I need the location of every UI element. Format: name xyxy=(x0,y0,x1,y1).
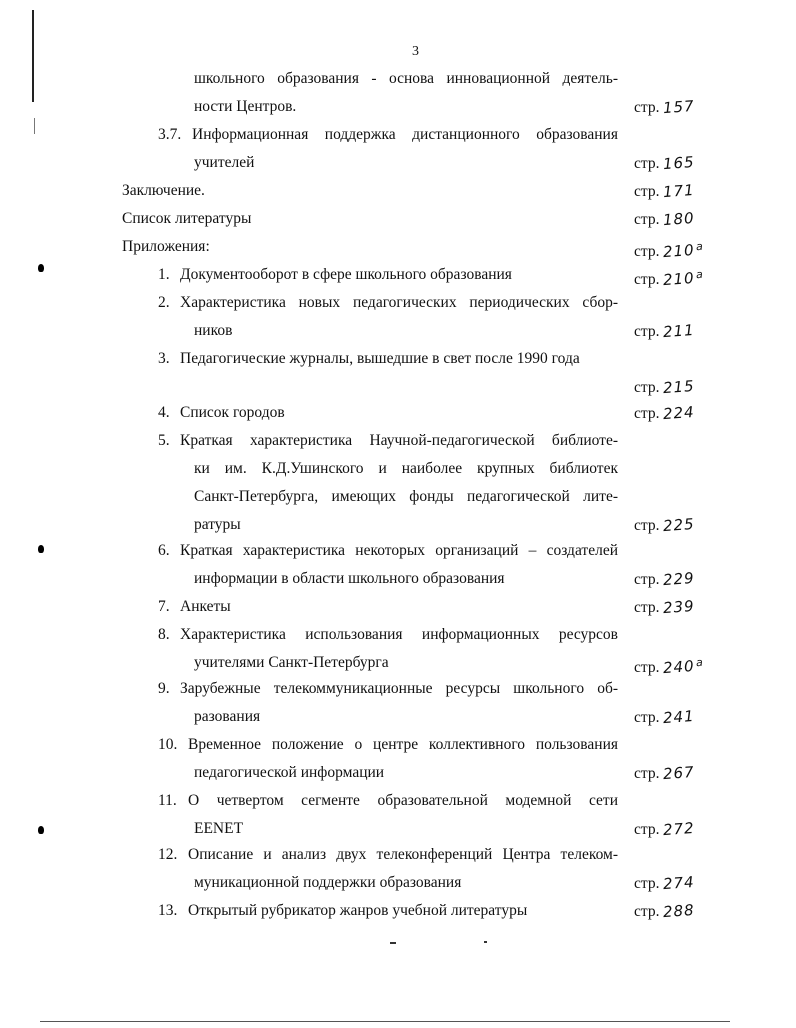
toc-entry-text: муникационной поддержки образования xyxy=(194,874,462,891)
handwritten-page-number: 240 xyxy=(662,657,696,678)
toc-entry-number: 5. xyxy=(158,432,170,449)
page-ref-label: стр. xyxy=(634,709,660,726)
page-ref-label: стр. xyxy=(634,571,660,588)
scan-speck xyxy=(390,942,396,944)
page-ref-label: стр. xyxy=(634,323,660,340)
page-ref xyxy=(634,764,695,783)
toc-entry-number: 8. xyxy=(158,626,170,643)
toc-entry-number: 4. xyxy=(158,404,170,421)
page-ref xyxy=(634,570,695,589)
toc-entry-text: EENET xyxy=(194,820,244,837)
toc-entry-text: информации в области школьного образования xyxy=(194,570,505,587)
page-ref-label: стр. xyxy=(634,765,660,782)
handwritten-page-number: 210 xyxy=(662,269,696,290)
handwritten-superscript: а xyxy=(695,267,705,282)
page-ref-label: стр. xyxy=(634,903,660,920)
toc-entry-text: Санкт-Петербурга, имеющих фонды педагогической лите- xyxy=(194,488,618,505)
toc-entry-text: Список литературы xyxy=(122,210,252,227)
page-ref-label: стр. xyxy=(634,183,660,200)
page-ref xyxy=(634,598,695,617)
handwritten-page-number: 165 xyxy=(662,152,696,174)
punch-hole-mark xyxy=(38,826,44,834)
page-ref xyxy=(634,902,695,921)
scan-margin-line xyxy=(32,10,34,102)
toc-entry-text: Открытый рубрикатор жанров учебной литературы xyxy=(188,902,528,919)
page-ref xyxy=(634,322,695,341)
toc-entry-text: педагогической информации xyxy=(194,764,385,781)
scan-bottom-edge xyxy=(40,1021,730,1022)
toc-entry-number: 12. xyxy=(158,846,178,863)
page-ref-label: стр. xyxy=(634,821,660,838)
toc-entry-text: Список городов xyxy=(180,404,285,421)
page-ref-label: стр. xyxy=(634,599,660,616)
page-ref xyxy=(634,874,695,893)
handwritten-page-number: 215 xyxy=(662,376,696,398)
toc-entry-text: ников xyxy=(194,322,233,339)
page-ref-label: стр. xyxy=(634,243,660,261)
page-ref xyxy=(634,98,695,117)
toc-entry-number: 3. xyxy=(158,350,170,367)
toc-entry-text: Зарубежные телекоммуникационные ресурсы школьного об- xyxy=(180,680,618,697)
toc-entry-text: ки им. К.Д.Ушинского и наиболее крупных библиотек xyxy=(194,460,618,477)
handwritten-page-number: 274 xyxy=(662,872,696,894)
page-ref xyxy=(634,182,695,201)
page-ref xyxy=(634,266,704,289)
page-ref xyxy=(634,708,695,727)
toc-entry-text: школьного образования - основа инновационной деятель- xyxy=(194,70,618,87)
punch-hole-mark xyxy=(38,545,44,553)
toc-entry-number: 11. xyxy=(158,792,177,809)
page-ref xyxy=(634,820,695,839)
handwritten-page-number: 272 xyxy=(662,818,696,840)
handwritten-page-number: 225 xyxy=(662,514,696,536)
toc-entry-text: учителями Санкт-Петербурга xyxy=(194,654,389,671)
page-ref xyxy=(634,404,695,423)
toc-entry-text: Характеристика использования информационных ресурсов xyxy=(180,626,618,643)
page-ref-label: стр. xyxy=(634,211,660,228)
toc-entry-text: Педагогические журналы, вышедшие в свет после 1990 года xyxy=(180,350,580,367)
page-ref-label: стр. xyxy=(634,155,660,172)
toc-entry-text: Описание и анализ двух телеконференций Центра телеком- xyxy=(188,846,618,863)
page-ref xyxy=(634,238,704,261)
toc-entry-text: разования xyxy=(194,708,261,725)
handwritten-page-number: 157 xyxy=(662,96,696,118)
toc-entry-text: Краткая характеристика некоторых организаций – создателей xyxy=(180,542,618,559)
handwritten-page-number: 180 xyxy=(662,208,696,230)
page-ref-label: стр. xyxy=(634,659,660,677)
page-ref xyxy=(634,654,704,677)
handwritten-superscript: а xyxy=(695,239,705,254)
toc-entry-number: 10. xyxy=(158,736,178,753)
toc-entry-text: учителей xyxy=(194,154,255,171)
handwritten-page-number: 239 xyxy=(662,596,696,618)
toc-entry-number: 13. xyxy=(158,902,178,919)
toc-entry-text: Характеристика новых педагогических периодических сбор- xyxy=(180,294,618,311)
page-ref xyxy=(634,154,695,173)
handwritten-page-number: 171 xyxy=(662,180,696,202)
handwritten-page-number: 224 xyxy=(662,402,696,424)
handwritten-page-number: 288 xyxy=(662,900,696,922)
page-ref-label: стр. xyxy=(634,271,660,289)
toc-entry-text: О четвертом сегменте образовательной модемной сети xyxy=(188,792,618,809)
page-ref-label: стр. xyxy=(634,517,660,534)
scan-margin-mark xyxy=(34,118,35,134)
page-ref-label: стр. xyxy=(634,99,660,116)
handwritten-page-number: 229 xyxy=(662,568,696,590)
page-ref xyxy=(634,210,695,229)
toc-entry-number: 7. xyxy=(158,598,170,615)
toc-entry-number: 3.7. xyxy=(158,126,182,143)
handwritten-superscript: а xyxy=(695,655,705,670)
page-number: 3 xyxy=(412,44,419,59)
toc-entry-text: Заключение. xyxy=(122,182,205,199)
punch-hole-mark xyxy=(38,264,44,272)
handwritten-page-number: 241 xyxy=(662,706,696,728)
toc-entry-number: 9. xyxy=(158,680,170,697)
scan-speck xyxy=(484,941,487,943)
page-ref-label: стр. xyxy=(634,379,660,396)
toc-entry-text: ратуры xyxy=(194,516,241,533)
handwritten-page-number: 210 xyxy=(662,241,696,262)
toc-entry-text: Документооборот в сфере школьного образования xyxy=(180,266,512,283)
page-ref-label: стр. xyxy=(634,405,660,422)
handwritten-page-number: 211 xyxy=(662,320,696,342)
toc-entry-text: Краткая характеристика Научной-педагогической библиоте- xyxy=(180,432,618,449)
toc-entry-text: ности Центров. xyxy=(194,98,297,115)
toc-entry-text: Приложения: xyxy=(122,238,210,255)
toc-entry-text: Временное положение о центре коллективного пользования xyxy=(188,736,618,753)
toc-entry-number: 2. xyxy=(158,294,170,311)
handwritten-page-number: 267 xyxy=(662,762,696,784)
toc-entry-text: Анкеты xyxy=(180,598,231,615)
toc-entry-text: Информационная поддержка дистанционного образования xyxy=(192,126,618,143)
toc-entry-number: 6. xyxy=(158,542,170,559)
page-ref-label: стр. xyxy=(634,875,660,892)
page-ref xyxy=(634,378,695,397)
toc-entry-number: 1. xyxy=(158,266,170,283)
page-ref xyxy=(634,516,695,535)
